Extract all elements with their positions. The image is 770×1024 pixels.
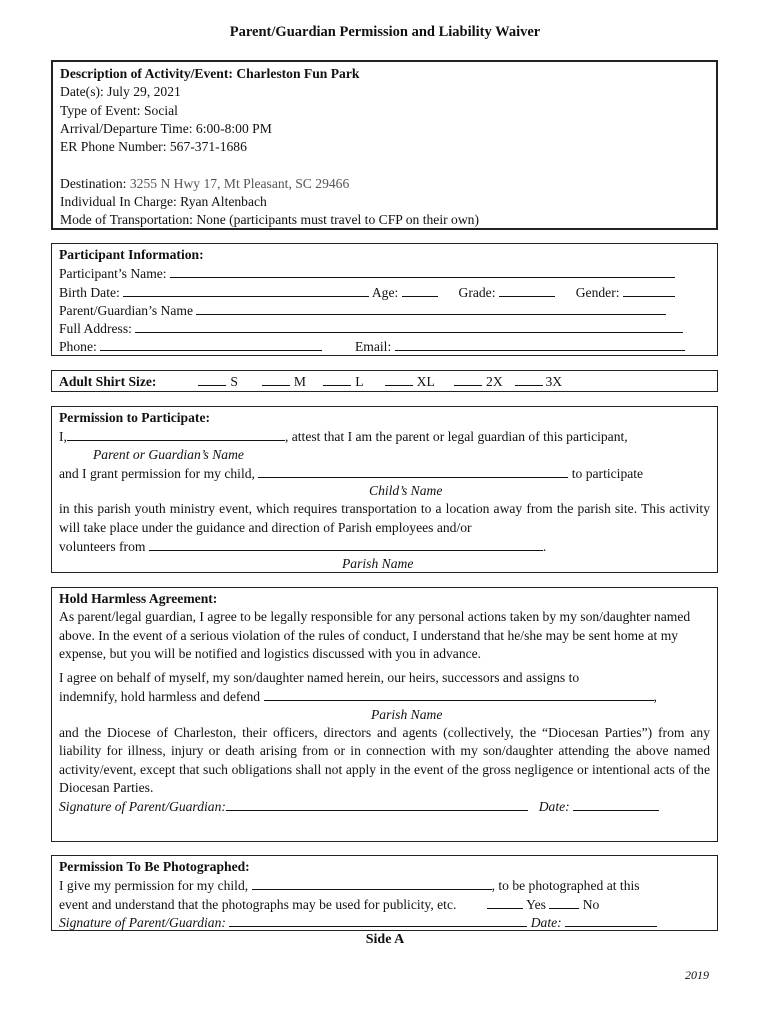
- harmless-para2-line1: I agree on behalf of myself, my son/daughter named herein, our heirs, successors and assigns to: [59, 670, 580, 686]
- address-label: Full Address:: [59, 321, 132, 337]
- participant-section: [51, 243, 718, 356]
- harmless-signature-field[interactable]: [226, 797, 528, 811]
- harmless-date-field[interactable]: [573, 797, 659, 811]
- activity-description: [60, 65, 709, 83]
- activity-er-phone: ER Phone Number: 567-371-1686: [60, 139, 247, 155]
- shirt-size-label: Adult Shirt Size:: [59, 374, 157, 389]
- age-field[interactable]: [402, 283, 438, 297]
- guardian-caption: Parent or Guardian’s Name: [93, 446, 244, 462]
- harmless-signature-row: [59, 797, 710, 815]
- permission-grant: and I grant permission for my child,: [59, 465, 255, 481]
- harmless-para1: As parent/legal guardian, I agree to be legally responsible for any personal actions taken by my son/daughter named above. In the event of a serious violation of the rules of conduct, I understand that he/she may be sent home at my expense, but you will be notified and logistics discussed with you in advance.: [59, 609, 691, 661]
- permission-section: [51, 406, 718, 573]
- size-s: S: [230, 374, 238, 389]
- birth-date-label: Birth Date:: [59, 284, 120, 300]
- size-l: L: [355, 374, 364, 389]
- harmless-defend: indemnify, hold harmless and defend: [59, 689, 261, 705]
- page-title: Parent/Guardian Permission and Liability Waiver: [229, 24, 541, 40]
- volunteers-period: .: [542, 539, 547, 555]
- photo-yes: Yes: [526, 896, 546, 912]
- activity-section: [51, 60, 718, 230]
- size-2x: 2X: [486, 374, 503, 389]
- photo-signature-field[interactable]: [229, 913, 527, 927]
- permission-body: in this parish youth ministry event, which requires transportation to a location away from the parish site. This activity will take place under the guidance and direction of Parish employees and/or: [59, 501, 710, 535]
- size-3x-blank[interactable]: [515, 372, 543, 386]
- permission-grant-row: [59, 464, 710, 482]
- participant-name-row: [59, 264, 710, 282]
- birth-date-field[interactable]: [123, 283, 369, 297]
- child-caption: Child’s Name: [369, 483, 443, 499]
- harmless-parish-caption: Parish Name: [371, 706, 443, 722]
- harmless-date-label: Date:: [538, 799, 570, 815]
- guardian-name-label: Parent/Guardian’s Name: [59, 302, 194, 318]
- photo-no-blank[interactable]: [549, 895, 579, 909]
- photo-no: No: [582, 896, 600, 912]
- side-label: Side A: [365, 932, 405, 947]
- activity-type: Type of Event: Social: [60, 102, 178, 118]
- harmless-comma: ,: [653, 689, 657, 705]
- parish-caption: Parish Name: [342, 556, 414, 572]
- parish-name-blank[interactable]: [149, 537, 543, 551]
- photo-signature-label: Signature of Parent/Guardian:: [59, 914, 226, 930]
- size-m: M: [293, 374, 306, 389]
- size-xl-blank[interactable]: [385, 372, 413, 386]
- shirt-size-section: [51, 370, 718, 392]
- address-field[interactable]: [135, 319, 683, 333]
- harmless-parish-blank[interactable]: [264, 687, 654, 701]
- harmless-para2-line2: [59, 687, 710, 705]
- guardian-row: [59, 301, 710, 319]
- participant-name-label: Participant’s Name:: [59, 266, 167, 282]
- activity-destination: [60, 175, 709, 193]
- description-label: Description of Activity/Event:: [60, 66, 233, 81]
- harmless-heading: Hold Harmless Agreement:: [59, 591, 218, 606]
- grade-label: Grade:: [458, 284, 496, 300]
- volunteers-label: volunteers from: [59, 539, 146, 555]
- activity-time: Arrival/Departure Time: 6:00-8:00 PM: [60, 120, 272, 136]
- contact-row: [59, 337, 710, 355]
- spacer: [60, 156, 709, 174]
- age-label: Age:: [371, 284, 399, 300]
- permission-attest: , attest that I am the parent or legal guardian of this participant,: [284, 429, 628, 445]
- activity-in-charge: Individual In Charge: Ryan Altenbach: [60, 194, 267, 210]
- description-value: Charleston Fun Park: [236, 66, 360, 81]
- size-l-blank[interactable]: [323, 372, 351, 386]
- photo-give: I give my permission for my child,: [59, 878, 249, 894]
- harmless-para3: and the Diocese of Charleston, their officers, directors and agents (collectively, the “Diocesan Parties”) from any liability for illness, injury or death arising from or in connection with my son/daughter attending the above named activity/event, except that such obligations shall not apply in the event of the gross negligence or intentional acts of the Diocesan Parties.: [59, 725, 710, 795]
- address-row: [59, 319, 710, 337]
- size-xl: XL: [416, 374, 435, 389]
- photo-yes-blank[interactable]: [487, 895, 523, 909]
- gender-field[interactable]: [623, 283, 675, 297]
- harmless-signature-label: Signature of Parent/Guardian:: [59, 799, 226, 815]
- photo-child-blank[interactable]: [252, 876, 492, 890]
- gender-label: Gender:: [575, 284, 620, 300]
- photo-date-field[interactable]: [565, 913, 657, 927]
- guardian-name-blank[interactable]: [67, 427, 285, 441]
- destination-value: 3255 N Hwy 17, Mt Pleasant, SC 29466: [129, 175, 350, 191]
- volunteers-row: [59, 537, 710, 555]
- photo-to-be: , to be photographed at this: [491, 878, 640, 894]
- size-s-blank[interactable]: [198, 372, 226, 386]
- photo-event-text: event and understand that the photographs may be used for publicity, etc.: [59, 896, 457, 912]
- shirt-size-row: [59, 372, 710, 390]
- activity-dates: Date(s): July 29, 2021: [60, 84, 181, 100]
- size-3x: 3X: [545, 374, 563, 389]
- year-label: 2019: [685, 968, 709, 982]
- photo-signature-row: [59, 913, 710, 931]
- grade-field[interactable]: [499, 283, 555, 297]
- phone-field[interactable]: [100, 337, 322, 351]
- destination-label: Destination:: [60, 175, 127, 191]
- birth-row: [59, 283, 710, 301]
- email-field[interactable]: [395, 337, 685, 351]
- size-2x-blank[interactable]: [454, 372, 482, 386]
- permission-i: I,: [59, 429, 67, 445]
- photo-heading: Permission To Be Photographed:: [59, 859, 250, 874]
- permission-attest-row: [59, 427, 710, 445]
- participant-heading: Participant Information:: [59, 247, 204, 262]
- guardian-name-field[interactable]: [196, 301, 666, 315]
- participant-name-field[interactable]: [170, 264, 675, 278]
- photo-event-row: [59, 895, 710, 913]
- permission-to-participate: to participate: [571, 465, 644, 481]
- hold-harmless-section: [51, 587, 718, 842]
- email-label: Email:: [354, 339, 392, 355]
- photo-give-row: [59, 876, 710, 894]
- child-name-blank[interactable]: [258, 464, 568, 478]
- photo-date-label: Date:: [530, 914, 562, 930]
- permission-heading: Permission to Participate:: [59, 410, 210, 425]
- photo-section: [51, 855, 718, 931]
- phone-label: Phone:: [59, 339, 97, 355]
- size-m-blank[interactable]: [262, 372, 290, 386]
- activity-transport: Mode of Transportation: None (participants must travel to CFP on their own): [60, 212, 479, 228]
